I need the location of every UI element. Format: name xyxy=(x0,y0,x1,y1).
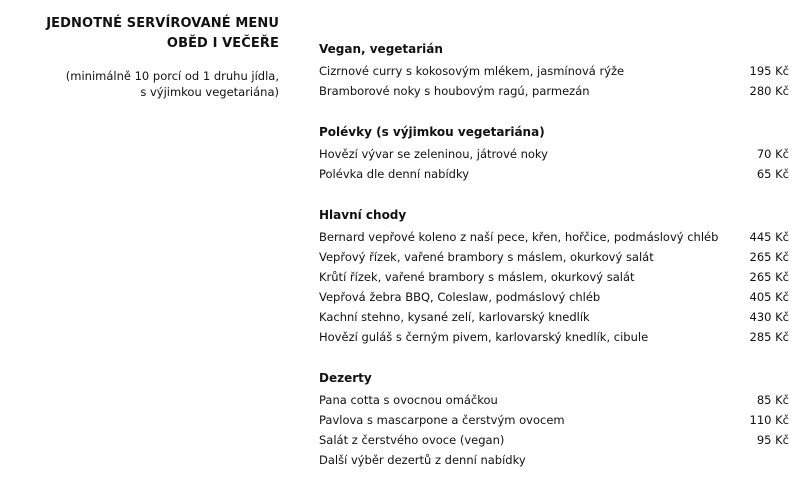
menu-item-name: Bramborové noky s houbovým ragú, parmezán xyxy=(319,84,590,98)
menu-section xyxy=(319,369,795,470)
menu-item xyxy=(319,81,795,101)
menu-item-price: 430 Kč xyxy=(749,310,789,324)
menu-item-name: Pana cotta s ovocnou omáčkou xyxy=(319,393,498,407)
menu-item-price: 70 Kč xyxy=(756,147,789,161)
menu-item-price: 195 Kč xyxy=(749,64,789,78)
menu-item-name: Další výběr dezertů z denní nabídky xyxy=(319,453,526,467)
menu-item-price: 445 Kč xyxy=(749,230,789,244)
menu-section xyxy=(319,206,795,347)
menu-item-name: Vepřová žebra BBQ, Coleslaw, podmáslový chléb xyxy=(319,290,601,304)
section-title: Polévky (s výjimkou vegetariána) xyxy=(319,125,545,139)
menu-note-line-2: s výjimkou vegetariána) xyxy=(140,85,279,99)
menu-section xyxy=(319,40,795,101)
menu-item xyxy=(319,307,795,327)
section-title: Dezerty xyxy=(319,371,372,385)
menu-sections xyxy=(319,40,795,492)
menu-item xyxy=(319,267,795,287)
menu-item-price: 95 Kč xyxy=(756,433,789,447)
menu-item xyxy=(319,144,795,164)
menu-item-price: 265 Kč xyxy=(749,270,789,284)
section-title: Hlavní chody xyxy=(319,208,407,222)
menu-item-name: Pavlova s mascarpone a čerstvým ovocem xyxy=(319,413,565,427)
menu-item xyxy=(319,287,795,307)
section-title: Vegan, vegetarián xyxy=(319,42,443,56)
menu-item-name: Krůtí řízek, vařené brambory s máslem, okurkový salát xyxy=(319,270,635,284)
menu-item-name: Hovězí vývar se zeleninou, játrové noky xyxy=(319,147,548,161)
menu-item-price: 405 Kč xyxy=(749,290,789,304)
menu-item-price: 65 Kč xyxy=(756,167,789,181)
menu-item-name: Hovězí guláš s černým pivem, karlovarský knedlík, cibule xyxy=(319,330,649,344)
menu-item-name: Kachní stehno, kysané zelí, karlovarský knedlík xyxy=(319,310,590,324)
menu-item xyxy=(319,247,795,267)
menu-item xyxy=(319,410,795,430)
menu-item-price: 85 Kč xyxy=(756,393,789,407)
menu-section xyxy=(319,123,795,184)
menu-item xyxy=(319,450,795,470)
menu-item-price: 280 Kč xyxy=(749,84,789,98)
menu-item xyxy=(319,327,795,347)
menu-item-name: Vepřový řízek, vařené brambory s máslem, okurkový salát xyxy=(319,250,654,264)
menu-item-name: Cizrnové curry s kokosovým mlékem, jasmínová rýže xyxy=(319,64,625,78)
menu-item-name: Polévka dle denní nabídky xyxy=(319,167,470,181)
menu-item xyxy=(319,61,795,81)
menu-item-price: 110 Kč xyxy=(749,413,789,427)
menu-item-price: 285 Kč xyxy=(749,330,789,344)
menu-note-line-1: (minimálně 10 porcí od 1 druhu jídla, xyxy=(65,69,279,83)
menu-title-line-2: OBĚD I VEČEŘE xyxy=(166,36,279,51)
menu-note xyxy=(0,68,279,100)
menu-header xyxy=(0,14,279,100)
menu-item xyxy=(319,227,795,247)
menu-item-price: 265 Kč xyxy=(749,250,789,264)
menu-item-name: Salát z čerstvého ovoce (vegan) xyxy=(319,433,505,447)
menu-item xyxy=(319,390,795,410)
menu-title-line-1: JEDNOTNÉ SERVÍROVANÉ MENU xyxy=(46,16,279,31)
menu-item-name: Bernard vepřové koleno z naší pece, křen, hořčice, podmáslový chléb xyxy=(319,230,719,244)
menu-item xyxy=(319,430,795,450)
menu-item xyxy=(319,164,795,184)
